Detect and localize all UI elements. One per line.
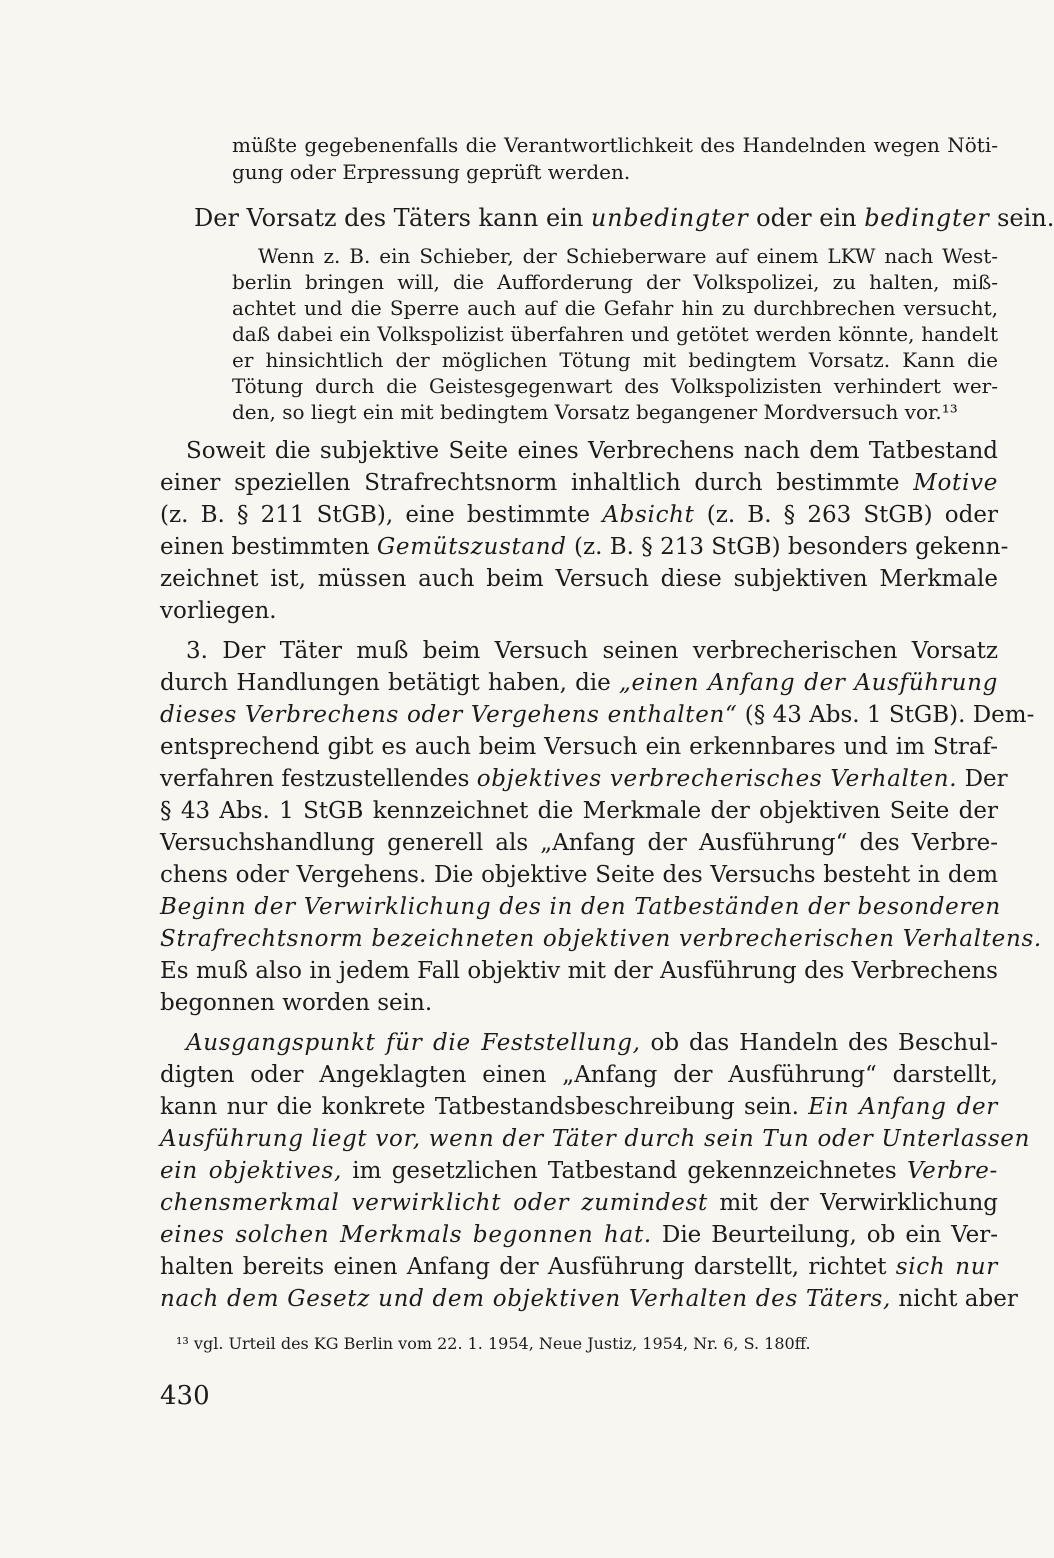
vorsatz-sentence xyxy=(194,204,1054,232)
intro-line-1: müßte gegebenenfalls die Verantwortlichkeit des Handelnden wegen Nöti- xyxy=(232,133,998,157)
example-line-1: Wenn z. B. ein Schieber, der Schieberware auf einem LKW nach West- xyxy=(258,244,998,268)
emphasis-unbedingter: unbedingter xyxy=(590,204,749,232)
emphasis-anfang: Ein Anfang der xyxy=(808,1094,998,1120)
example-line-2: berlin bringen will, die Aufforderung der Volkspolizei, zu halten, miß- xyxy=(232,270,998,294)
emphasis-verbre: Verbre- xyxy=(906,1158,999,1184)
subjektiv-line-5: zeichnet ist, müssen auch beim Versuch diese subjektiven Merkmale xyxy=(160,566,998,592)
emphasis-beginn: Beginn der Verwirklichung des in den Tatbeständen der besonderen xyxy=(160,894,1001,920)
ausgang-line-4 xyxy=(160,1126,1031,1152)
emphasis-bedingter: bedingter xyxy=(864,204,990,232)
emphasis-quote: „einen Anfang der Ausführung xyxy=(618,670,998,696)
ausgang-line-9 xyxy=(160,1286,1018,1312)
page-number: 430 xyxy=(160,1381,210,1411)
text-run: sein. xyxy=(989,204,1054,232)
text-run: mit der Verwirklichung xyxy=(707,1190,998,1216)
text-run: im gesetzlichen Tatbestand gekennzeichnetes xyxy=(341,1158,907,1184)
ausgang-line-5 xyxy=(160,1160,998,1183)
example-line-5: er hinsichtlich der möglichen Tötung mit bedingtem Vorsatz. Kann die xyxy=(232,348,998,372)
text-run: verfahren festzustellendes xyxy=(160,766,477,792)
text-run: (z. B. § 263 StGB) oder xyxy=(694,502,998,528)
para3-line-1: 3. Der Täter muß beim Versuch seinen verbrecherischen Vorsatz xyxy=(186,638,998,664)
para3-line-2 xyxy=(160,672,998,695)
text-run: durch Handlungen betätigt haben, die xyxy=(160,670,619,696)
subjektiv-line-6: vorliegen. xyxy=(160,598,277,624)
emphasis-absicht: Absicht xyxy=(602,502,695,528)
text-run: halten bereits einen Anfang der Ausführung darstellt, richtet xyxy=(160,1254,896,1280)
text-run: ob das Handeln des Beschul- xyxy=(640,1030,999,1056)
emphasis-merkmal: chensmerkmal verwirklicht oder zumindest xyxy=(160,1190,708,1216)
para3-line-10 xyxy=(160,926,1042,952)
para3-line-8: chens oder Vergehens. Die objektive Seite des Versuchs besteht in dem xyxy=(160,862,998,888)
ausgang-line-2: digten oder Angeklagten einen „Anfang der Ausführung“ darstellt, xyxy=(160,1062,998,1088)
emphasis-gesetz: nach dem Gesetz und dem objektiven Verhalten des Täters, xyxy=(160,1286,892,1312)
emphasis-ausfuehrung: Ausführung liegt vor, wenn der Täter durch sein Tun oder Unterlassen xyxy=(160,1126,1031,1152)
emphasis-ausgangspunkt: Ausgangspunkt für die Feststellung, xyxy=(186,1030,641,1056)
footnote: ¹³ vgl. Urteil des KG Berlin vom 22. 1. 1954, Neue Justiz, 1954, Nr. 6, S. 180ff. xyxy=(176,1334,811,1353)
subjektiv-line-4 xyxy=(160,534,1009,560)
example-line-6: Tötung durch die Geistesgegenwart des Volkspolizisten verhindert wer- xyxy=(232,374,998,398)
para3-line-4: entsprechend gibt es auch beim Versuch ein erkennbares und im Straf- xyxy=(160,734,998,760)
text-run: einen bestimmten xyxy=(160,534,377,560)
subjektiv-line-1: Soweit die subjektive Seite eines Verbrechens nach dem Tatbestand xyxy=(186,438,998,464)
ausgang-line-8 xyxy=(160,1256,998,1279)
text-run: oder ein xyxy=(748,204,865,232)
emphasis-motive: Motive xyxy=(913,470,998,496)
para3-line-3 xyxy=(160,702,1035,728)
ausgang-line-1 xyxy=(186,1032,998,1055)
text-run: Die Beurteilung, ob ein Ver- xyxy=(651,1222,998,1248)
text-run: Der Vorsatz des Täters kann ein xyxy=(194,204,591,232)
para3-line-11: Es muß also in jedem Fall objektiv mit der Ausführung des Verbrechens xyxy=(160,958,998,984)
emphasis-gemuetszustand: Gemütszustand xyxy=(376,534,567,560)
text-run: einer speziellen Strafrechtsnorm inhaltlich durch bestimmte xyxy=(160,470,914,496)
text-run: (z. B. § 213 StGB) besonders gekenn- xyxy=(566,534,1009,560)
text-run: (§ 43 Abs. 1 StGB). Dem- xyxy=(737,702,1035,728)
para3-line-9 xyxy=(160,894,1001,920)
ausgang-line-6 xyxy=(160,1192,998,1215)
text-run: kann nur die konkrete Tatbestandsbeschreibung sein. xyxy=(160,1094,809,1120)
para3-line-5 xyxy=(160,766,1008,792)
intro-line-2: gung oder Erpressung geprüft werden. xyxy=(232,160,631,184)
text-run: (z. B. § 211 StGB), eine bestimmte xyxy=(160,502,603,528)
ausgang-line-3 xyxy=(160,1096,998,1119)
para3-line-12: begonnen worden sein. xyxy=(160,990,433,1016)
subjektiv-line-3 xyxy=(160,504,998,527)
emphasis-sich-nur: sich nur xyxy=(895,1254,998,1280)
para3-line-6: § 43 Abs. 1 StGB kennzeichnet die Merkmale der objektiven Seite der xyxy=(160,798,998,824)
emphasis-quote: dieses Verbrechens oder Vergehens enthalten“ xyxy=(160,702,738,728)
para3-line-7: Versuchshandlung generell als „Anfang der Ausführung“ des Verbre- xyxy=(160,830,998,856)
text-run: nicht aber xyxy=(891,1286,1018,1312)
emphasis-objektives: ein objektives, xyxy=(160,1158,342,1184)
ausgang-line-7 xyxy=(160,1224,998,1247)
example-line-4: daß dabei ein Volkspolizist überfahren und getötet werden könnte, handelt xyxy=(232,322,998,346)
emphasis-begonnen: eines solchen Merkmals begonnen hat. xyxy=(160,1222,652,1248)
example-line-7: den, so liegt ein mit bedingtem Vorsatz begangener Mordversuch vor.¹³ xyxy=(232,400,958,424)
emphasis-objektives-verhalten: objektives verbrecherisches Verhalten. xyxy=(476,766,958,792)
text-run: Der xyxy=(957,766,1008,792)
subjektiv-line-2 xyxy=(160,472,998,495)
emphasis-strafrechtsnorm: Strafrechtsnorm bezeichneten objektiven verbrecherischen Verhaltens. xyxy=(160,926,1042,952)
example-line-3: achtet und die Sperre auch auf die Gefahr hin zu durchbrechen versucht, xyxy=(232,296,998,320)
